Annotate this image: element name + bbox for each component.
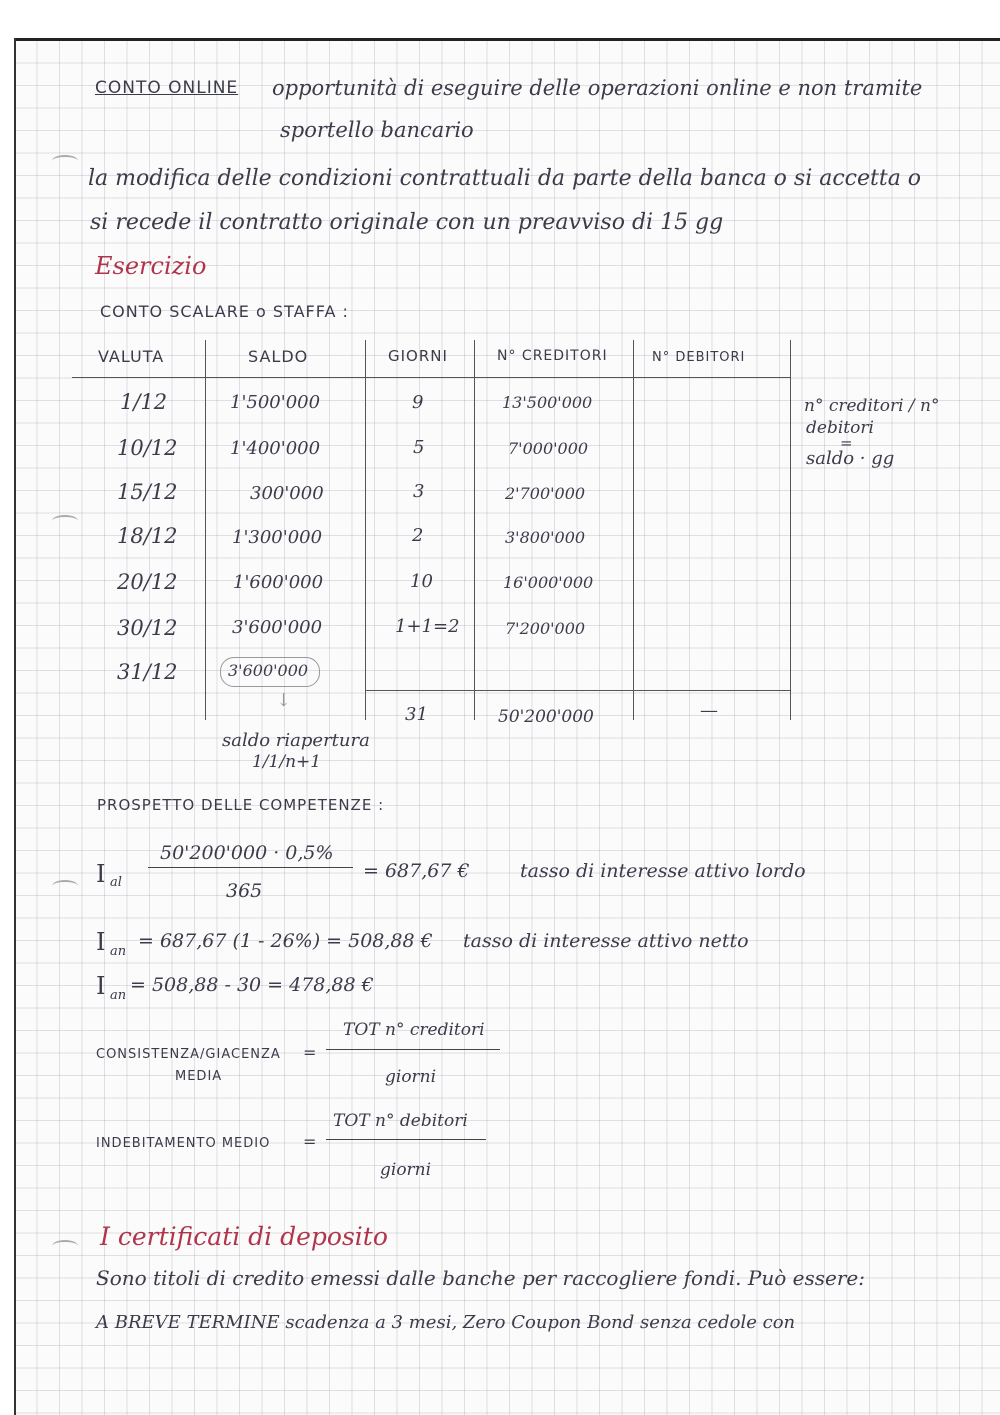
header-creditori: N° CREDITORI xyxy=(497,348,608,364)
header-valuta: VALUTA xyxy=(98,347,165,366)
header-debitori: N° DEBITORI xyxy=(652,350,746,365)
cell-valuta: 31/12 xyxy=(117,660,178,684)
fraction-bar xyxy=(326,1049,500,1050)
header-rule xyxy=(72,377,790,378)
iol-numerator: 50'200'000 · 0,5% xyxy=(160,842,334,864)
cell-valuta: 10/12 xyxy=(117,436,178,460)
conto-online-desc-cont: sportello bancario xyxy=(280,118,474,142)
header-saldo: SALDO xyxy=(248,347,309,366)
cell-giorni: 10 xyxy=(410,571,433,592)
consistenza-label-2: MEDIA xyxy=(175,1069,223,1084)
cell-saldo: 3'600'000 xyxy=(228,661,309,680)
cell-valuta: 20/12 xyxy=(117,570,178,594)
total-debitori: — xyxy=(700,700,718,721)
cell-valuta: 18/12 xyxy=(117,524,178,548)
saldo-riapertura-note: saldo riapertura xyxy=(222,730,370,751)
cell-saldo: 1'600'000 xyxy=(233,572,324,593)
column-divider xyxy=(474,340,475,720)
cell-creditori: 7'000'000 xyxy=(508,439,589,458)
modifica-line-2: si recede il contratto originale con un preavviso di 15 gg xyxy=(90,210,724,235)
ian-expression: = 508,88 - 30 = 478,88 € xyxy=(130,974,374,996)
saldo-riapertura-date: 1/1/n+1 xyxy=(252,752,322,772)
ian-expression: = 687,67 (1 - 26%) = 508,88 € xyxy=(138,930,433,952)
modifica-line-1: la modifica delle condizioni contrattuali da parte della banca o si accetta o xyxy=(88,166,922,191)
cell-saldo: 1'500'000 xyxy=(230,392,321,413)
indebitamento-denominator: giorni xyxy=(380,1160,432,1180)
certificati-line-2: A BREVE TERMINE scadenza a 3 mesi, Zero Coupon Bond senza cedole con xyxy=(96,1312,796,1333)
indebitamento-equals: = xyxy=(303,1132,317,1151)
iol-subscript: al xyxy=(110,875,122,890)
ian-symbol: I xyxy=(96,928,106,956)
fraction-bar xyxy=(326,1139,486,1140)
cell-creditori: 16'000'000 xyxy=(503,573,594,592)
cell-valuta: 15/12 xyxy=(117,480,178,504)
side-note-equals: = xyxy=(840,434,853,452)
cell-saldo: 1'300'000 xyxy=(232,527,323,548)
punch-hole-mark xyxy=(52,155,78,167)
column-divider xyxy=(365,340,366,720)
cell-creditori: 2'700'000 xyxy=(505,484,586,503)
side-note-saldo: saldo · gg xyxy=(806,448,895,469)
esercizio-heading: Esercizio xyxy=(95,252,207,280)
consistenza-label: CONSISTENZA/GIACENZA xyxy=(96,1047,281,1062)
side-note-creditori: n° creditori / n° xyxy=(804,396,940,416)
cell-giorni: 2 xyxy=(412,525,424,546)
cell-giorni: 5 xyxy=(413,437,425,458)
conto-online-desc: opportunità di eseguire delle operazioni online e non tramite xyxy=(272,76,923,100)
cell-giorni: 1+1=2 xyxy=(395,616,460,637)
iol-denominator: 365 xyxy=(226,880,263,902)
column-divider xyxy=(633,340,634,720)
cell-creditori: 7'200'000 xyxy=(505,619,586,638)
left-margin-line xyxy=(14,38,16,1415)
indebitamento-label: INDEBITAMENTO MEDIO xyxy=(96,1136,271,1151)
certificati-heading: I certificati di deposito xyxy=(100,1222,388,1251)
indebitamento-numerator: TOT n° debitori xyxy=(333,1111,468,1131)
fraction-bar xyxy=(148,867,353,868)
cell-creditori: 3'800'000 xyxy=(505,528,586,547)
totals-rule xyxy=(365,690,790,691)
total-creditori: 50'200'000 xyxy=(498,707,594,727)
top-margin-line xyxy=(14,38,1000,41)
ian-subscript: an xyxy=(110,944,127,959)
cell-giorni: 9 xyxy=(412,392,424,413)
cell-valuta: 30/12 xyxy=(117,616,178,640)
total-giorni: 31 xyxy=(405,704,428,725)
punch-hole-mark xyxy=(52,880,78,892)
graph-paper xyxy=(14,40,1000,1415)
cell-giorni: 3 xyxy=(413,481,425,502)
cell-creditori: 13'500'000 xyxy=(502,393,593,412)
iol-result: = 687,67 € xyxy=(363,860,470,882)
punch-hole-mark xyxy=(52,1240,78,1252)
cell-saldo: 300'000 xyxy=(250,483,324,504)
punch-hole-mark xyxy=(52,515,78,527)
header-giorni: GIORNI xyxy=(388,347,448,365)
ian-comment: tasso di interesse attivo netto xyxy=(463,930,749,952)
cell-saldo: 1'400'000 xyxy=(230,438,321,459)
conto-scalare-title: CONTO SCALARE o STAFFA : xyxy=(100,302,349,321)
conto-online-title: CONTO ONLINE xyxy=(95,78,239,98)
prospetto-title: PROSPETTO DELLE COMPETENZE : xyxy=(97,796,385,814)
column-divider xyxy=(205,340,206,720)
certificati-line-1: Sono titoli di credito emessi dalle banche per raccogliere fondi. Può essere: xyxy=(96,1266,865,1290)
ian-symbol: I xyxy=(96,972,106,1000)
consistenza-equals: = xyxy=(303,1043,317,1062)
down-arrow-icon: ↓ xyxy=(276,690,292,711)
cell-saldo: 3'600'000 xyxy=(232,617,323,638)
consistenza-denominator: giorni xyxy=(385,1067,437,1087)
ian-subscript: an xyxy=(110,988,127,1003)
column-divider xyxy=(790,340,791,720)
iol-comment: tasso di interesse attivo lordo xyxy=(520,860,806,882)
consistenza-numerator: TOT n° creditori xyxy=(343,1020,485,1040)
cell-valuta: 1/12 xyxy=(120,390,168,414)
side-note-debitori: debitori xyxy=(806,418,874,438)
iol-symbol: I xyxy=(96,860,106,888)
